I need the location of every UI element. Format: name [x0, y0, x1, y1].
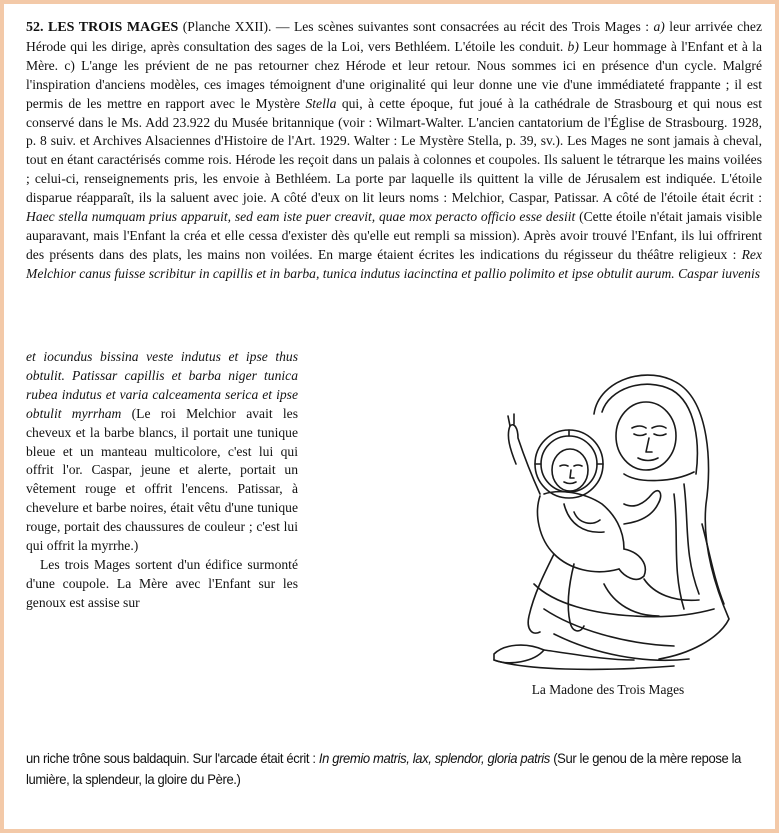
latin-quote-3: et iocundus bissina veste indutus et ipse thus obtulit. Patissar capillis et barba niger tunica rubea indutus et varia calceamenta serica et ipse obtulit myrrham	[26, 349, 298, 421]
item-b-text: Leur hommage à l'Enfant et à la Mère.	[26, 38, 762, 73]
entry-title: LES TROIS MAGES	[47, 20, 179, 35]
latin-quote-2: Rex Melchior canus fuisse scribitur in capillis et in barba, tunica indutus iacinctina et pallio polimito et ipse obtulit aurum. Caspar iuvenis	[26, 246, 762, 281]
text-body-5: Les trois Mages sortent d'un édifice surmonté d'une coupole. La Mère avec l'Enfant sur les genoux est assise sur	[26, 556, 298, 610]
text-intro: — Les scènes suivantes sont consacrées au récit des Trois Mages :	[271, 19, 649, 34]
text-body-2: qui, à cette époque, fut joué à la cathédrale de Strasbourg et qui nous est conservé dans le Ms. Add 23.922 du Musée britannique (voir : Wilmart-Walter. L'ancien cantatorium de l'Église de Strasbourg. 1928, p. 8 suiv. et Archives Alsaciennes d'Histoire de l'Art. 1929. Walter : Le Mystère Stella, p. 39, sv.). Les Mages ne sont jamais à cheval, tout en étant caractérisés comme rois. Hérode les reçoit dans un palais à colonnes et coupoles. Ils saluent le tétrarque les mains voilées ; celui-ci, renseignements pris, les envoie à Bethléem. La porte par laquelle ils quittent la ville de Jérusalem est indiquée. L'étoile disparue réapparaît, ils la saluent avec joie. A côté d'eux on lit leurs noms : Melchior, Caspar, Patissar. A côté de l'étoile était écrit :	[26, 95, 762, 206]
left-column	[26, 348, 298, 613]
child-halo	[535, 430, 603, 498]
item-a-label: a)	[653, 19, 665, 34]
figure-caption: La Madone des Trois Mages	[531, 682, 685, 697]
latin-quote-4: In gremio matris, lax, splendor, gloria patris	[318, 750, 550, 766]
stella-title: Stella	[305, 95, 337, 111]
latin-quote-1: Haec stella numquam prius apparuit, sed eam iste puer creavit, quae mox peracto officio esse desiit	[26, 209, 576, 225]
item-b-label: b)	[567, 38, 579, 54]
text-body-7: (Sur le genou de la mère repose la lumière, la splendeur, la gloire du Père.)	[26, 750, 742, 787]
item-c-text: c) L'ange les prévient de ne pas retourner chez Hérode et leur retour. Nous sommes ici en présence d'un cycle. Malgré l'inspiration d'anciens modèles, ces images témoignent d'une originalité qui leur donne une vie d'une immédiateté frappante ; il est permis de les mettre en rapport avec le Mystère	[26, 57, 762, 111]
text-body-4: (Le roi Melchior avait les cheveux et la barbe blancs, il portait une tunique bleue et un manteau multicolore, c'est lui qui offrit l'or. Caspar, jeune et alerte, portait un vêtement rouge et offrit l'encens. Patissar, à chevelure et barbe noires, était vêtu d'une tunique rouge, portait des chaussures de couleur ; c'est lui qui offrit la myrrhe.)	[26, 405, 298, 554]
text-body-6: un riche trône sous baldaquin. Sur l'arcade était écrit :	[26, 750, 319, 766]
item-a-text: leur arrivée chez Hérode qui les dirige, après consultation des sages de la Loi, vers Bethléem. L'étoile les conduit.	[26, 19, 762, 54]
main-paragraph	[26, 18, 762, 284]
madonna-foot	[494, 645, 544, 663]
plate-reference: (Planche XXII).	[182, 19, 272, 34]
madonna-illustration	[474, 354, 742, 674]
entry-number: 52.	[26, 20, 44, 35]
text-body-3: (Cette étoile n'était jamais visible auparavant, mais l'Enfant la créa et elle cessa d'exister dès qu'elle eut rempli sa mission). Après avoir trouvé l'Enfant, ils lui offrirent des présents dans des plats, les mains non voilées. En marge étaient écrites les indications du régisseur du théâtre religieux :	[26, 209, 762, 262]
bottom-paragraph	[26, 748, 770, 790]
child-face	[552, 449, 588, 491]
